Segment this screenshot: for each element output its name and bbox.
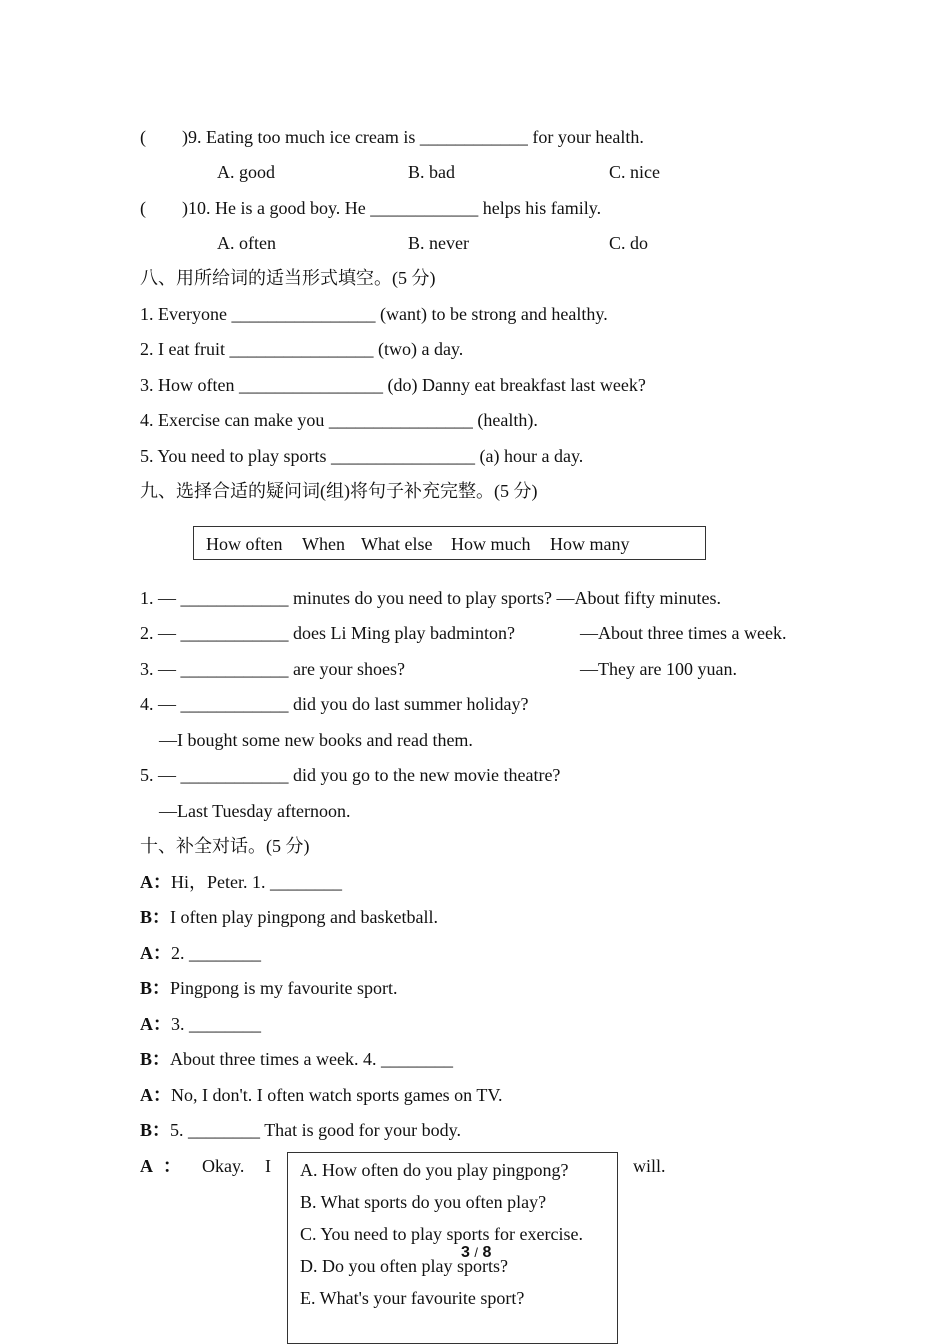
dialogue-text: 5. ________ That is good for your body. bbox=[170, 1120, 461, 1140]
word-bank-item: How often bbox=[206, 534, 283, 554]
speaker-label: B： bbox=[140, 1120, 171, 1140]
dialogue-line bbox=[140, 1047, 453, 1071]
q9-option-b: B. bad bbox=[408, 162, 455, 182]
dialogue-line bbox=[140, 976, 398, 1000]
speaker-label: A bbox=[140, 1156, 153, 1176]
dialogue-line bbox=[140, 941, 261, 965]
dialogue-text: Okay. bbox=[202, 1156, 245, 1176]
q10-option-b: B. never bbox=[408, 233, 469, 253]
page-current: 3 bbox=[461, 1244, 470, 1261]
dialogue-line bbox=[140, 905, 438, 929]
answer-option: D. Do you often play sports? bbox=[300, 1256, 508, 1276]
dialogue-text: I bbox=[265, 1156, 271, 1176]
section-8-item: 1. Everyone ________________ (want) to be strong and healthy. bbox=[140, 304, 608, 324]
word-bank-box bbox=[193, 526, 706, 560]
dialogue-line bbox=[140, 870, 342, 894]
section-9-question: 2. — ____________ does Li Ming play badminton? bbox=[140, 623, 515, 643]
page-number bbox=[461, 1244, 491, 1262]
section-9-question: 5. — ____________ did you go to the new movie theatre? bbox=[140, 765, 561, 785]
dialogue-text: 2. ________ bbox=[171, 943, 261, 963]
section-9-answer: —They are 100 yuan. bbox=[580, 659, 737, 679]
dialogue-text: About three times a week. 4. ________ bbox=[170, 1049, 453, 1069]
answer-option: E. What's your favourite sport? bbox=[300, 1288, 525, 1308]
question-10: ( )10. He is a good boy. He ____________ helps his family. bbox=[140, 198, 602, 218]
speaker-label: B： bbox=[140, 1049, 171, 1069]
word-bank-item: When bbox=[302, 534, 345, 554]
section-8-heading: 八、用所给词的适当形式填空。(5 分) bbox=[140, 268, 436, 288]
dialogue-text: Pingpong is my favourite sport. bbox=[170, 978, 398, 998]
section-9-answer: —I bought some new books and read them. bbox=[159, 730, 473, 750]
q10-option-a: A. often bbox=[217, 233, 276, 253]
section-9-question: 3. — ____________ are your shoes? bbox=[140, 659, 405, 679]
question-9: ( )9. Eating too much ice cream is ____________ for your health. bbox=[140, 127, 644, 147]
dialogue-line bbox=[140, 1012, 261, 1036]
speaker-label: A： bbox=[140, 943, 171, 963]
q9-option-c: C. nice bbox=[609, 162, 660, 182]
q9-option-a: A. good bbox=[217, 162, 275, 182]
dialogue-text: 3. ________ bbox=[171, 1014, 261, 1034]
page-total: 8 bbox=[482, 1244, 492, 1261]
section-9-answer: —Last Tuesday afternoon. bbox=[159, 801, 351, 821]
speaker-label: A： bbox=[140, 1014, 171, 1034]
speaker-colon: ： bbox=[163, 1156, 181, 1176]
page-separator: / bbox=[474, 1245, 478, 1260]
dialogue-text: Hi，Peter. 1. ________ bbox=[171, 872, 342, 892]
section-9-answer: —About three times a week. bbox=[580, 623, 787, 643]
section-8-item: 3. How often ________________ (do) Danny eat breakfast last week? bbox=[140, 375, 646, 395]
section-10-heading: 十、补全对话。(5 分) bbox=[140, 836, 310, 856]
speaker-label: B： bbox=[140, 978, 171, 998]
section-8-item: 2. I eat fruit ________________ (two) a day. bbox=[140, 339, 464, 359]
speaker-label: B： bbox=[140, 907, 171, 927]
section-9-question: 4. — ____________ did you do last summer holiday? bbox=[140, 694, 529, 714]
dialogue-line bbox=[140, 1083, 503, 1107]
dialogue-text: will. bbox=[633, 1156, 666, 1176]
word-bank-item: How many bbox=[550, 534, 630, 554]
speaker-label: A： bbox=[140, 872, 171, 892]
answer-option: A. How often do you play pingpong? bbox=[300, 1160, 569, 1180]
speaker-label: A： bbox=[140, 1085, 171, 1105]
word-bank-item: What else bbox=[361, 534, 433, 554]
answer-option: B. What sports do you often play? bbox=[300, 1192, 547, 1212]
section-8-item: 5. You need to play sports ________________ (a) hour a day. bbox=[140, 446, 584, 466]
section-8-item: 4. Exercise can make you ________________ (health). bbox=[140, 410, 538, 430]
dialogue-line bbox=[140, 1118, 461, 1142]
q10-option-c: C. do bbox=[609, 233, 649, 253]
section-9-heading: 九、选择合适的疑问词(组)将句子补充完整。(5 分) bbox=[140, 481, 538, 501]
section-9-question: 1. — ____________ minutes do you need to play sports? —About fifty minutes. bbox=[140, 588, 721, 608]
dialogue-text: No, I don't. I often watch sports games on TV. bbox=[171, 1085, 503, 1105]
answer-option: C. You need to play sports for exercise. bbox=[300, 1224, 583, 1244]
answer-options-box bbox=[287, 1152, 618, 1344]
dialogue-text: I often play pingpong and basketball. bbox=[170, 907, 438, 927]
word-bank-item: How much bbox=[451, 534, 531, 554]
